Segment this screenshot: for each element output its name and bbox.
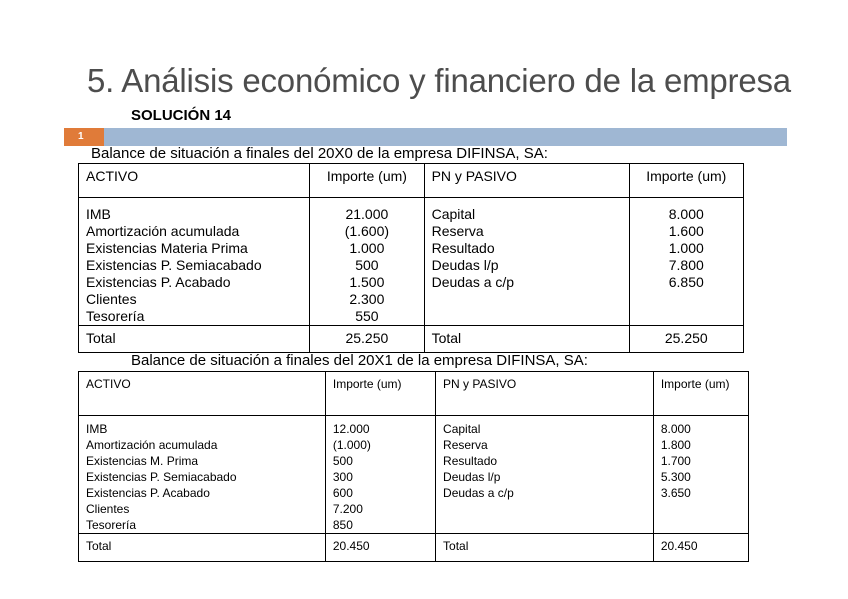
activo-value: 500 <box>332 454 353 468</box>
pasivo-value: 1.000 <box>668 240 704 256</box>
activo-item: Tesorería <box>86 518 137 532</box>
activo-value: 12.000 <box>332 422 370 436</box>
header-importe-pasivo: Importe (um) <box>653 372 748 416</box>
activo-value: 21.000 <box>345 206 389 222</box>
header-importe-activo: Importe (um) <box>310 164 424 198</box>
table-header-row <box>79 164 744 198</box>
table2-caption: Balance de situación a finales del 20X1 de la empresa DIFINSA, SA: <box>131 352 588 369</box>
activo-value: 2.300 <box>349 291 385 307</box>
activo-value: 1.000 <box>349 240 385 256</box>
activo-value: 550 <box>355 308 379 324</box>
total-value-activo: 20.450 <box>325 534 435 562</box>
table-body-row <box>79 198 744 326</box>
header-activo: ACTIVO <box>79 164 310 198</box>
activo-item: Amortización acumulada <box>86 223 240 239</box>
header-pn-pasivo: PN y PASIVO <box>436 372 654 416</box>
pasivo-item: Deudas l/p <box>443 470 501 484</box>
slide-title: 5. Análisis económico y financiero de la empresa <box>87 62 791 99</box>
total-value-activo: 25.250 <box>310 326 424 353</box>
activo-item: Existencias P. Acabado <box>86 274 231 290</box>
table-total-row <box>79 326 744 353</box>
activo-value: 300 <box>332 470 353 484</box>
activo-labels <box>79 198 309 325</box>
pasivo-item: Resultado <box>431 240 495 256</box>
pasivo-item: Resultado <box>443 454 498 468</box>
activo-value: 850 <box>332 518 353 532</box>
balance-table-20x0 <box>78 163 744 353</box>
header-pn-pasivo: PN y PASIVO <box>424 164 629 198</box>
header-importe-activo: Importe (um) <box>325 372 435 416</box>
total-label-pasivo: Total <box>424 326 629 353</box>
slide-subtitle: SOLUCIÓN 14 <box>131 107 232 124</box>
table-body-row <box>79 416 749 534</box>
activo-values <box>326 416 435 533</box>
pasivo-item: Reserva <box>443 438 488 452</box>
total-value-pasivo: 20.450 <box>653 534 748 562</box>
pasivo-value: 8.000 <box>668 206 704 222</box>
pasivo-value: 7.800 <box>668 257 704 273</box>
activo-item: Clientes <box>86 502 130 516</box>
total-label-pasivo: Total <box>436 534 654 562</box>
pasivo-value: 5.300 <box>660 470 691 484</box>
activo-item: IMB <box>86 206 111 222</box>
pasivo-item: Deudas a c/p <box>431 274 515 290</box>
pasivo-value: 1.700 <box>660 454 691 468</box>
pasivo-item: Deudas a c/p <box>443 486 514 500</box>
pasivo-value: 3.650 <box>660 486 691 500</box>
table-total-row <box>79 534 749 562</box>
activo-value: (1.600) <box>344 223 390 239</box>
activo-item: Existencias Materia Prima <box>86 240 248 256</box>
total-label-activo: Total <box>79 326 310 353</box>
total-value-pasivo: 25.250 <box>629 326 743 353</box>
pasivo-item: Capital <box>443 422 481 436</box>
activo-item: Clientes <box>86 291 137 307</box>
activo-item: Amortización acumulada <box>86 438 218 452</box>
header-importe-pasivo: Importe (um) <box>629 164 743 198</box>
activo-value: 7.200 <box>332 502 363 516</box>
activo-value: 500 <box>355 257 379 273</box>
activo-item: IMB <box>86 422 108 436</box>
pasivo-item: Reserva <box>431 223 484 239</box>
pasivo-value: 1.600 <box>668 223 704 239</box>
table-header-row <box>79 372 749 416</box>
activo-item: Existencias P. Semiacabado <box>86 470 237 484</box>
activo-value: 1.500 <box>349 274 385 290</box>
pasivo-value: 6.850 <box>668 274 704 290</box>
activo-values <box>310 198 423 325</box>
pasivo-values <box>630 198 743 291</box>
activo-item: Existencias P. Acabado <box>86 486 210 500</box>
pasivo-values <box>654 416 748 501</box>
header-activo: ACTIVO <box>79 372 326 416</box>
total-label-activo: Total <box>79 534 326 562</box>
table1-caption: Balance de situación a finales del 20X0 de la empresa DIFINSA, SA: <box>91 145 548 162</box>
pasivo-labels <box>425 198 629 291</box>
pasivo-labels <box>436 416 653 501</box>
activo-value: (1.000) <box>332 438 371 452</box>
pasivo-value: 1.800 <box>660 438 691 452</box>
slide-number-badge: 1 <box>64 128 104 146</box>
pasivo-value: 8.000 <box>660 422 691 436</box>
activo-labels <box>79 416 325 533</box>
activo-value: 600 <box>332 486 353 500</box>
pasivo-item: Deudas l/p <box>431 257 499 273</box>
activo-item: Existencias M. Prima <box>86 454 199 468</box>
activo-item: Existencias P. Semiacabado <box>86 257 262 273</box>
balance-table-20x1 <box>78 371 749 562</box>
accent-bar <box>104 128 787 146</box>
activo-item: Tesorería <box>86 308 145 324</box>
pasivo-item: Capital <box>431 206 476 222</box>
